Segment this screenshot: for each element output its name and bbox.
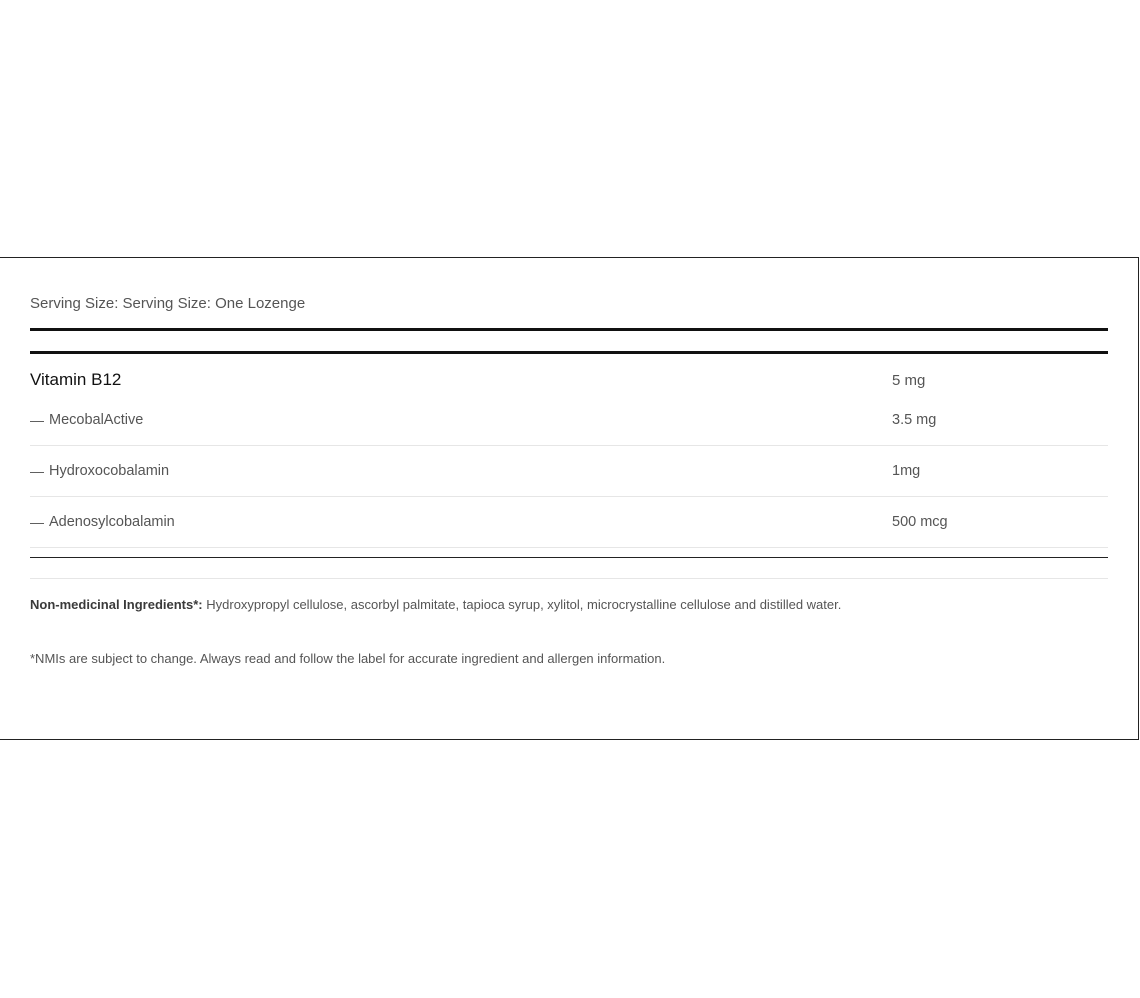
ingredient-amount: 1mg bbox=[892, 463, 921, 479]
thick-divider-bottom bbox=[30, 351, 1108, 354]
non-medicinal-text: Hydroxypropyl cellulose, ascorbyl palmitate, tapioca syrup, xylitol, microcrystalline cellulose and distilled water. bbox=[202, 597, 842, 612]
non-medicinal-ingredients bbox=[30, 597, 841, 612]
ingredient-amount: 3.5 mg bbox=[892, 412, 937, 428]
ingredient-amount: 500 mcg bbox=[892, 514, 948, 530]
ingredient-name: Hydroxocobalamin bbox=[49, 463, 170, 479]
section-divider bbox=[30, 578, 1108, 579]
dash-marker: — bbox=[30, 412, 44, 428]
ingredient-row-main bbox=[30, 366, 1108, 396]
ingredient-row bbox=[30, 463, 1108, 497]
ingredient-name: Adenosylcobalamin bbox=[49, 514, 175, 530]
dash-marker: — bbox=[30, 514, 44, 530]
dash-marker: — bbox=[30, 463, 44, 479]
ingredient-name: MecobalActive bbox=[49, 412, 144, 428]
ingredient-row bbox=[30, 514, 1108, 548]
nmi-disclaimer: *NMIs are subject to change. Always read and follow the label for accurate ingredient and allergen information. bbox=[30, 651, 666, 666]
thick-divider-top bbox=[30, 328, 1108, 331]
ingredient-amount: 5 mg bbox=[892, 372, 926, 389]
non-medicinal-label: Non-medicinal Ingredients*: bbox=[30, 597, 203, 612]
serving-size: Serving Size: Serving Size: One Lozenge bbox=[30, 295, 306, 312]
ingredient-name: Vitamin B12 bbox=[30, 370, 122, 389]
supplement-facts-panel bbox=[0, 257, 1139, 740]
ingredient-row bbox=[30, 412, 1108, 446]
table-end-divider bbox=[30, 557, 1108, 558]
